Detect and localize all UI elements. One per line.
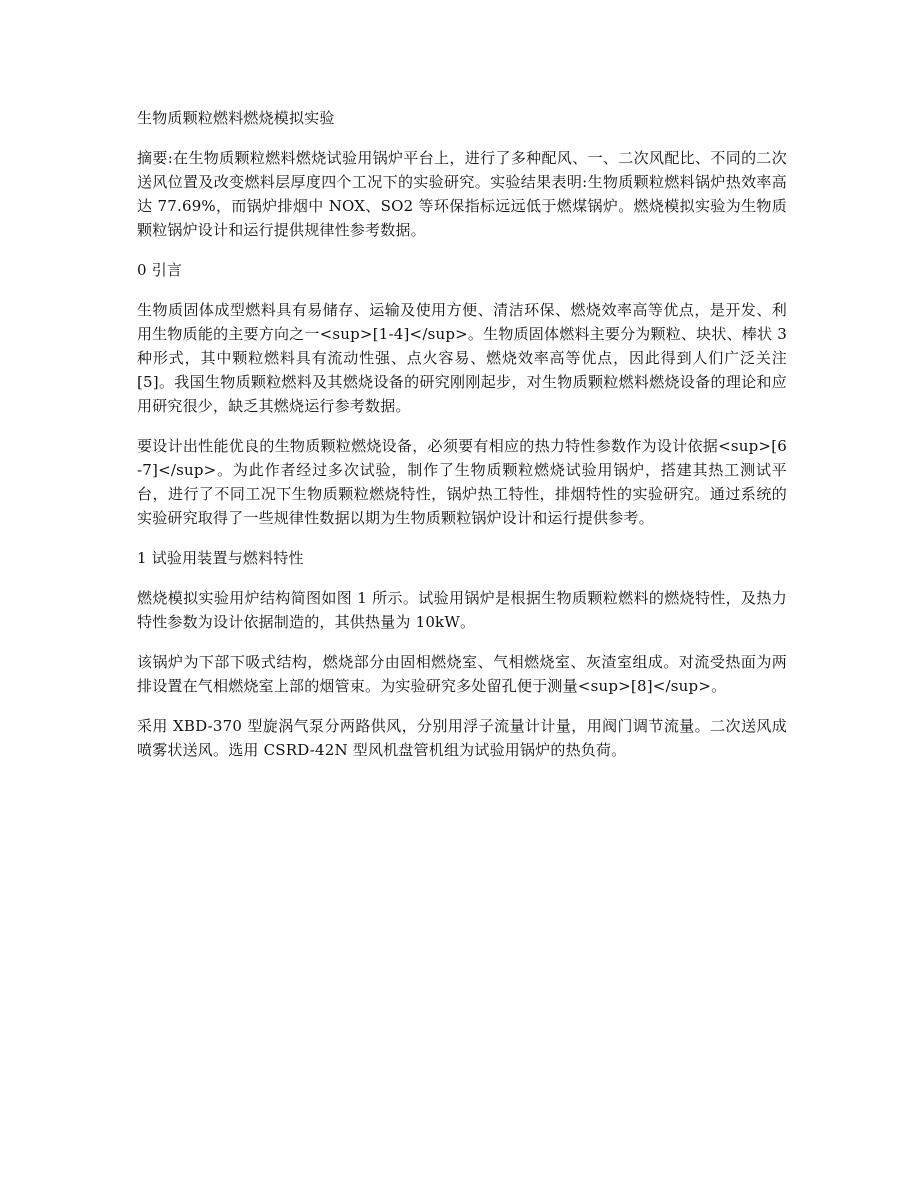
body-paragraph: 燃烧模拟实验用炉结构简图如图 1 所示。试验用锅炉是根据生物质颗粒燃料的燃烧特性，及热力特性参数为设计依据制造的，其供热量为 10kW。: [137, 589, 787, 631]
body-paragraph: 采用 XBD-370 型旋涡气泵分两路供风，分别用浮子流量计计量，用阀门调节流量。二次送风成喷雾状送风。选用 CSRD-42N 型风机盘管机组为试验用锅炉的热负荷。: [137, 717, 787, 759]
section-heading-apparatus: 1 试验用装置与燃料特性: [137, 549, 304, 567]
body-paragraph: 要设计出性能优良的生物质颗粒燃烧设备，必须要有相应的热力特性参数作为设计依据<sup>[6-7]</sup>。为此作者经过多次试验，制作了生物质颗粒燃烧试验用锅炉，搭建其热工测试平台，进行了不同工况下生物质颗粒燃烧特性，锅炉热工特性，排烟特性的实验研究。通过系统的实验研究取得了一些规律性数据以期为生物质颗粒锅炉设计和运行提供参考。: [137, 437, 787, 527]
abstract-paragraph: 摘要:在生物质颗粒燃料燃烧试验用锅炉平台上，进行了多种配风、一、二次风配比、不同的二次送风位置及改变燃料层厚度四个工况下的实验研究。实验结果表明:生物质颗粒燃料锅炉热效率高达 77.69%，而锅炉排烟中 NOX、SO2 等环保指标远远低于燃煤锅炉。燃烧模拟实验为生物质颗粒锅炉设计和运行提供规律性参考数据。: [137, 149, 787, 239]
body-paragraph: 该锅炉为下部下吸式结构，燃烧部分由固相燃烧室、气相燃烧室、灰渣室组成。对流受热面为两排设置在气相燃烧室上部的烟管束。为实验研究多处留孔便于测量<sup>[8]</sup>。: [137, 653, 787, 695]
body-paragraph: 生物质固体成型燃料具有易储存、运输及使用方便、清洁环保、燃烧效率高等优点，是开发、利用生物质能的主要方向之一<sup>[1-4]</sup>。生物质固体燃料主要分为颗粒、块状、棒状 3 种形式，其中颗粒燃料具有流动性强、点火容易、燃烧效率高等优点，因此得到人们广泛关注[5]。我国生物质颗粒燃料及其燃烧设备的研究刚刚起步，对生物质颗粒燃料燃烧设备的理论和应用研究很少，缺乏其燃烧运行参考数据。: [137, 301, 787, 415]
document-body: [137, 106, 787, 778]
document-title: 生物质颗粒燃料燃烧模拟实验: [137, 109, 335, 127]
section-heading-introduction: 0 引言: [137, 261, 183, 279]
